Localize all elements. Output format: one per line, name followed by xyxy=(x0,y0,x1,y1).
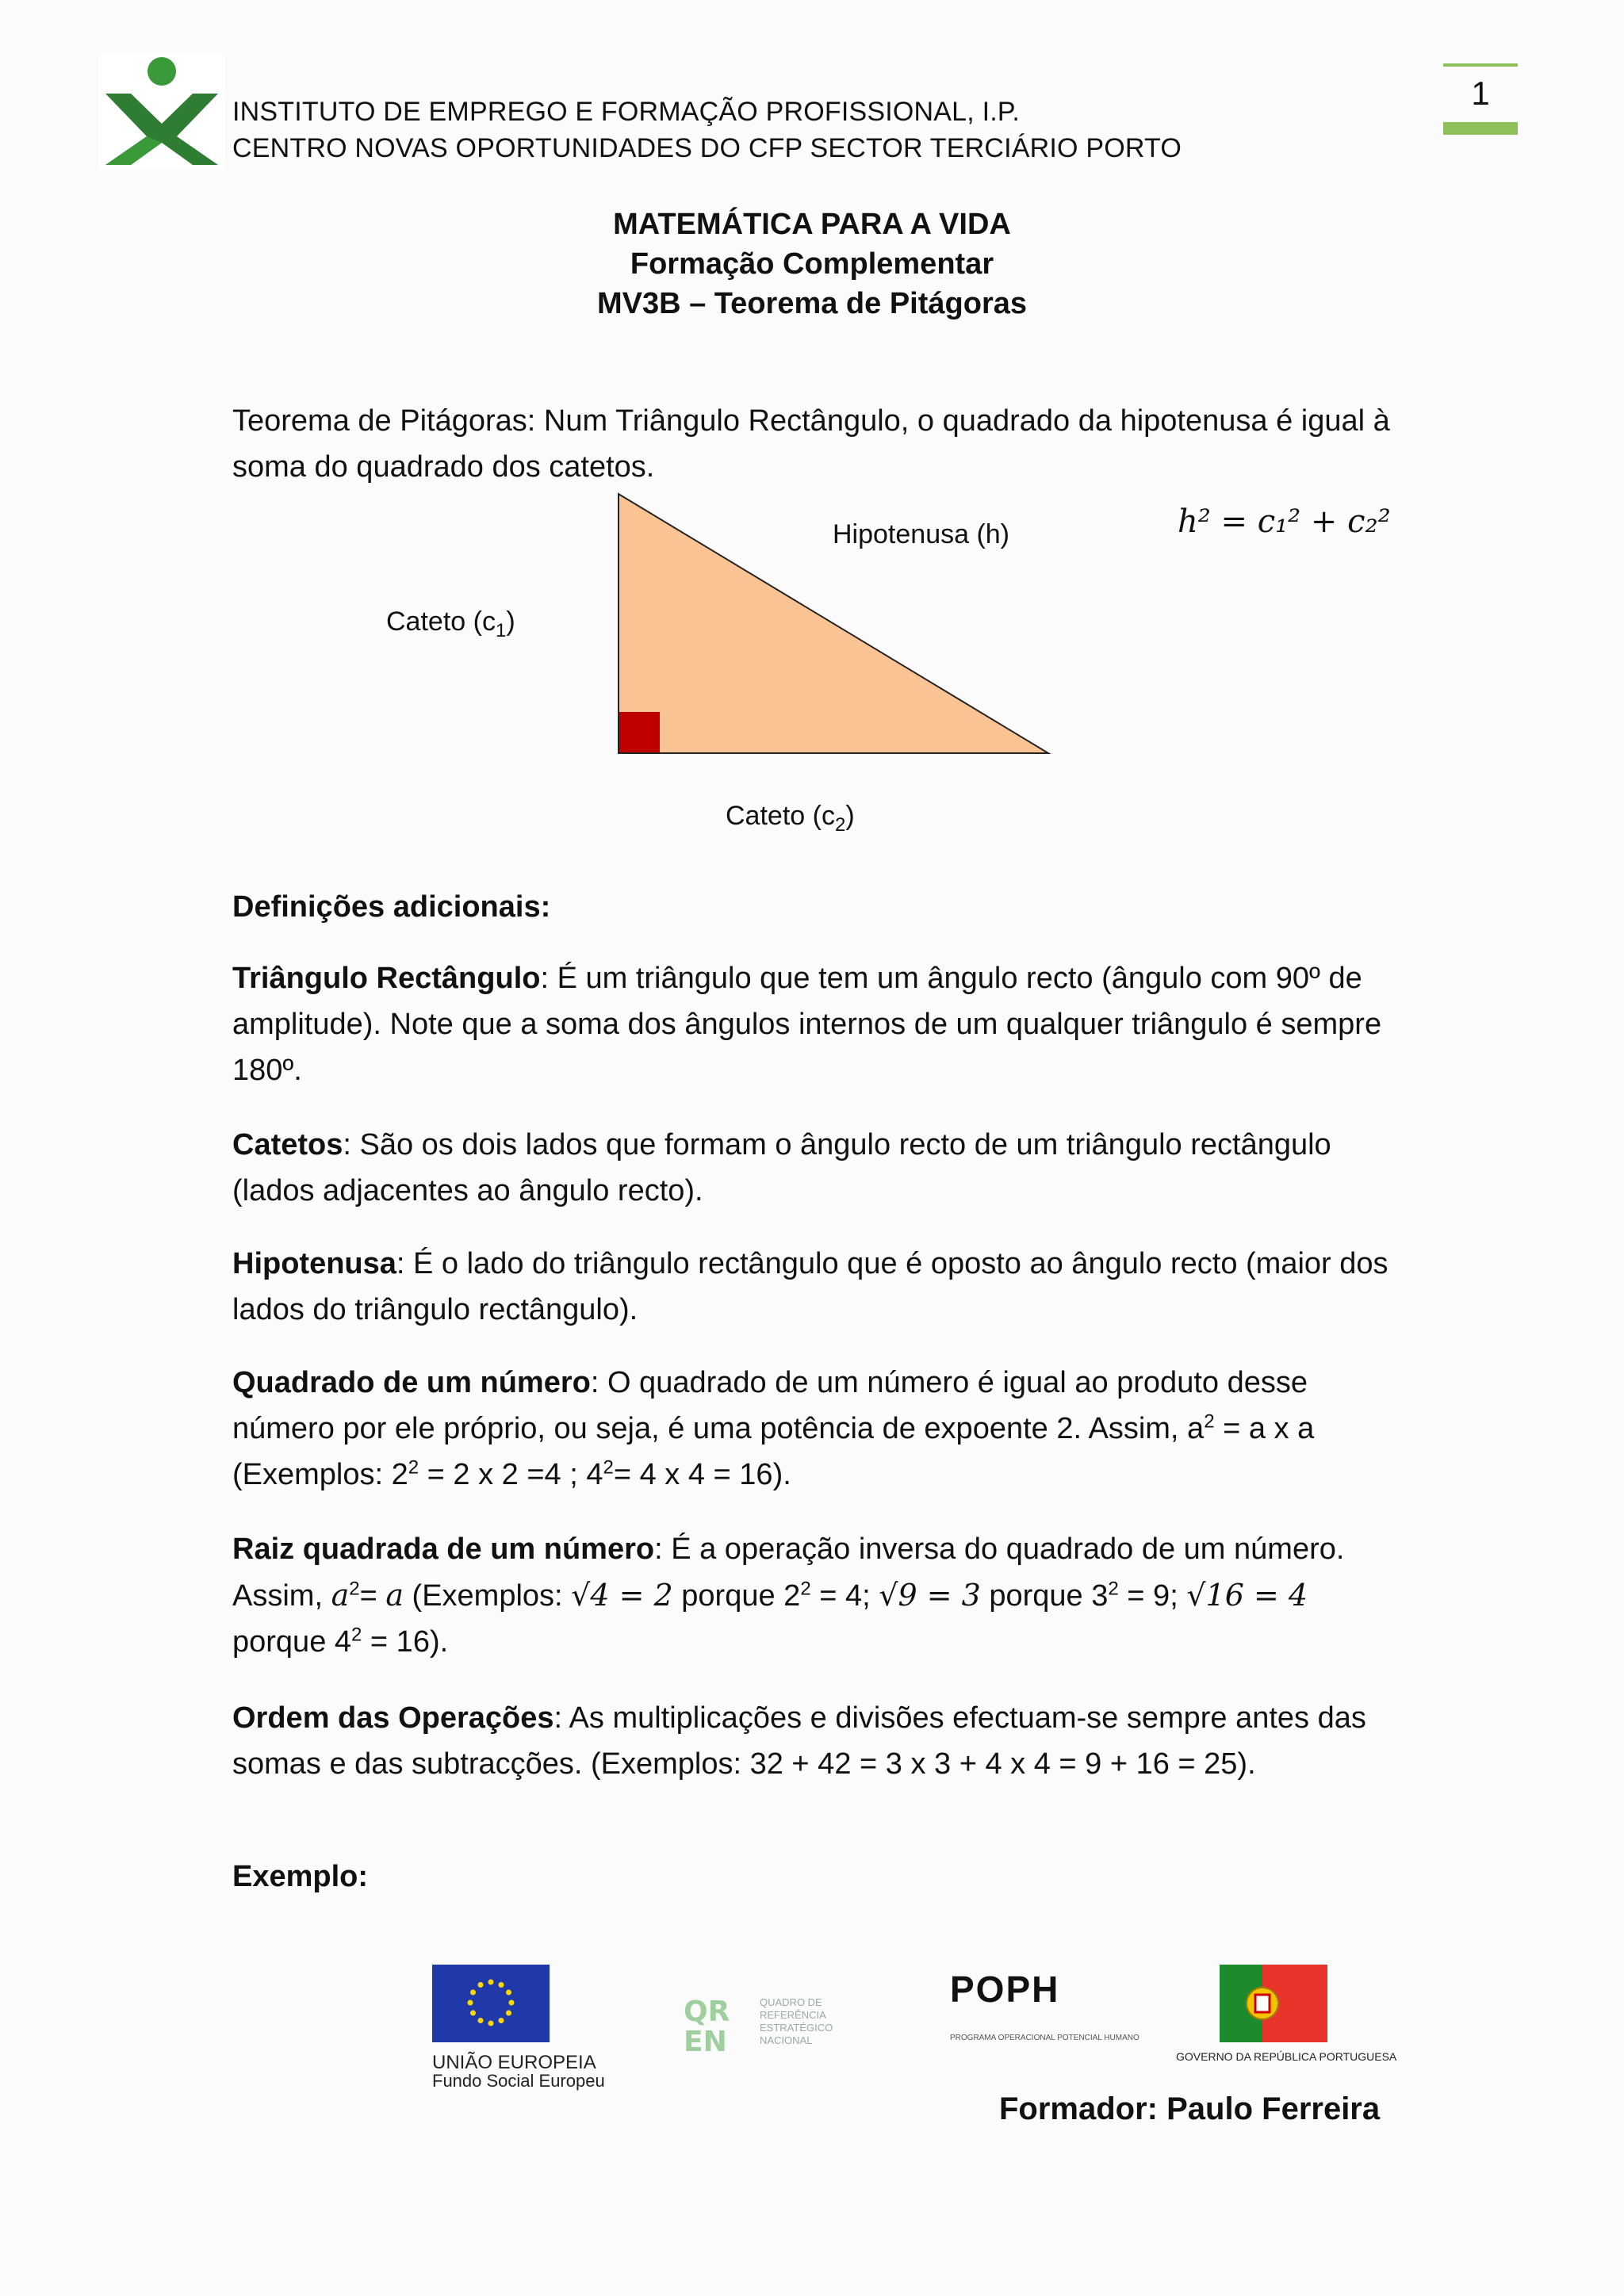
pythagoras-formula: h² = c₁² + c₂² xyxy=(1178,503,1391,540)
eu-label-line-2: Fundo Social Europeu xyxy=(432,2071,605,2091)
header-centre: CENTRO NOVAS OPORTUNIDADES DO CFP SECTOR TERCIÁRIO PORTO xyxy=(232,133,1182,163)
definitions-heading: Definições adicionais: xyxy=(232,890,551,924)
iefp-logo xyxy=(99,54,224,170)
page-number-top-rule xyxy=(1443,63,1518,67)
page-number: 1 xyxy=(1471,75,1490,112)
definition-triangle: Triângulo Rectângulo: É um triângulo que tem um ângulo recto (ângulo com 90º de amplitude). Note que a soma dos ângulos internos de um qualquer triângulo é sempre 180º. xyxy=(232,962,1382,1087)
definition-catetos: Catetos: São os dois lados que formam o ângulo recto de um triângulo rectângulo (lados adjacentes ao ângulo recto). xyxy=(232,1128,1331,1207)
leg1-label: Cateto $(c_1)$ xyxy=(386,607,515,641)
title-line-3: MV3B – Teorema de Pitágoras xyxy=(596,287,1028,320)
definition-ordem: Ordem das Operações: As multiplicações e divisões efectuam-se sempre antes das somas e das subtracções. (Exemplos: 32 + 42 = 3 x 3 + 4 x 4 = 9 + 16 = 25). xyxy=(232,1701,1366,1781)
right-angle-marker xyxy=(619,712,660,752)
leg2-label: Cateto $(c_2)$ xyxy=(726,801,855,836)
eu-label-line-1: UNIÃO EUROPEIA xyxy=(432,2052,596,2073)
formador-signature: Formador: Paulo Ferreira xyxy=(999,2091,1381,2126)
page-number-bar xyxy=(1443,122,1518,135)
qren-caption: QUADRO DE REFERÊNCIA ESTRATÉGICO NACIONAL xyxy=(760,1996,833,2046)
title-line-1: MATEMÁTICA PARA A VIDA xyxy=(613,208,1011,241)
portugal-flag-logo xyxy=(1220,1965,1327,2042)
poph-logo: POPH xyxy=(950,1969,1060,2010)
svg-text:EN: EN xyxy=(684,2026,727,2054)
definition-raiz: Raiz quadrada de um número: É a operação inversa do quadrado de um número. Assim, $a^2= a$ (Exemplos: √4 = 2 porque $2^2 = 4$; √9 = 3 porque $3^2 = 9$; √16 = 4 porque $4^2 = 16$). xyxy=(232,1533,1345,1659)
eu-flag-logo xyxy=(432,1965,550,2042)
hypotenuse-label: Hipotenusa (h) xyxy=(833,519,1010,549)
exemplo-heading: Exemplo: xyxy=(232,1860,369,1893)
definition-quadrado: Quadrado de um número: O quadrado de um número é igual ao produto desse número por ele próprio, ou seja, é uma potência de expoente 2. Assim, $a^2 = a$ x a (Exemplos: $2^2 = 2$ x 2 =4 ; $4^2= 4$ x 4 = 16). xyxy=(232,1366,1315,1491)
header-institute: INSTITUTO DE EMPREGO E FORMAÇÃO PROFISSIONAL, I.P. xyxy=(232,97,1021,127)
definition-hipotenusa: Hipotenusa: É o lado do triângulo rectângulo que é oposto ao ângulo recto (maior dos lados do triângulo rectângulo). xyxy=(232,1247,1388,1326)
title-line-2: Formação Complementar xyxy=(630,247,994,281)
qren-logo xyxy=(682,1994,761,2054)
government-caption: GOVERNO DA REPÚBLICA PORTUGUESA xyxy=(1176,2050,1397,2063)
intro-paragraph: Teorema de Pitágoras: Num Triângulo Rectângulo, o quadrado da hipotenusa é igual à soma do quadrado dos catetos. xyxy=(232,404,1390,484)
poph-caption: PROGRAMA OPERACIONAL POTENCIAL HUMANO xyxy=(950,2034,1139,2042)
svg-text:QR: QR xyxy=(684,1996,730,2028)
